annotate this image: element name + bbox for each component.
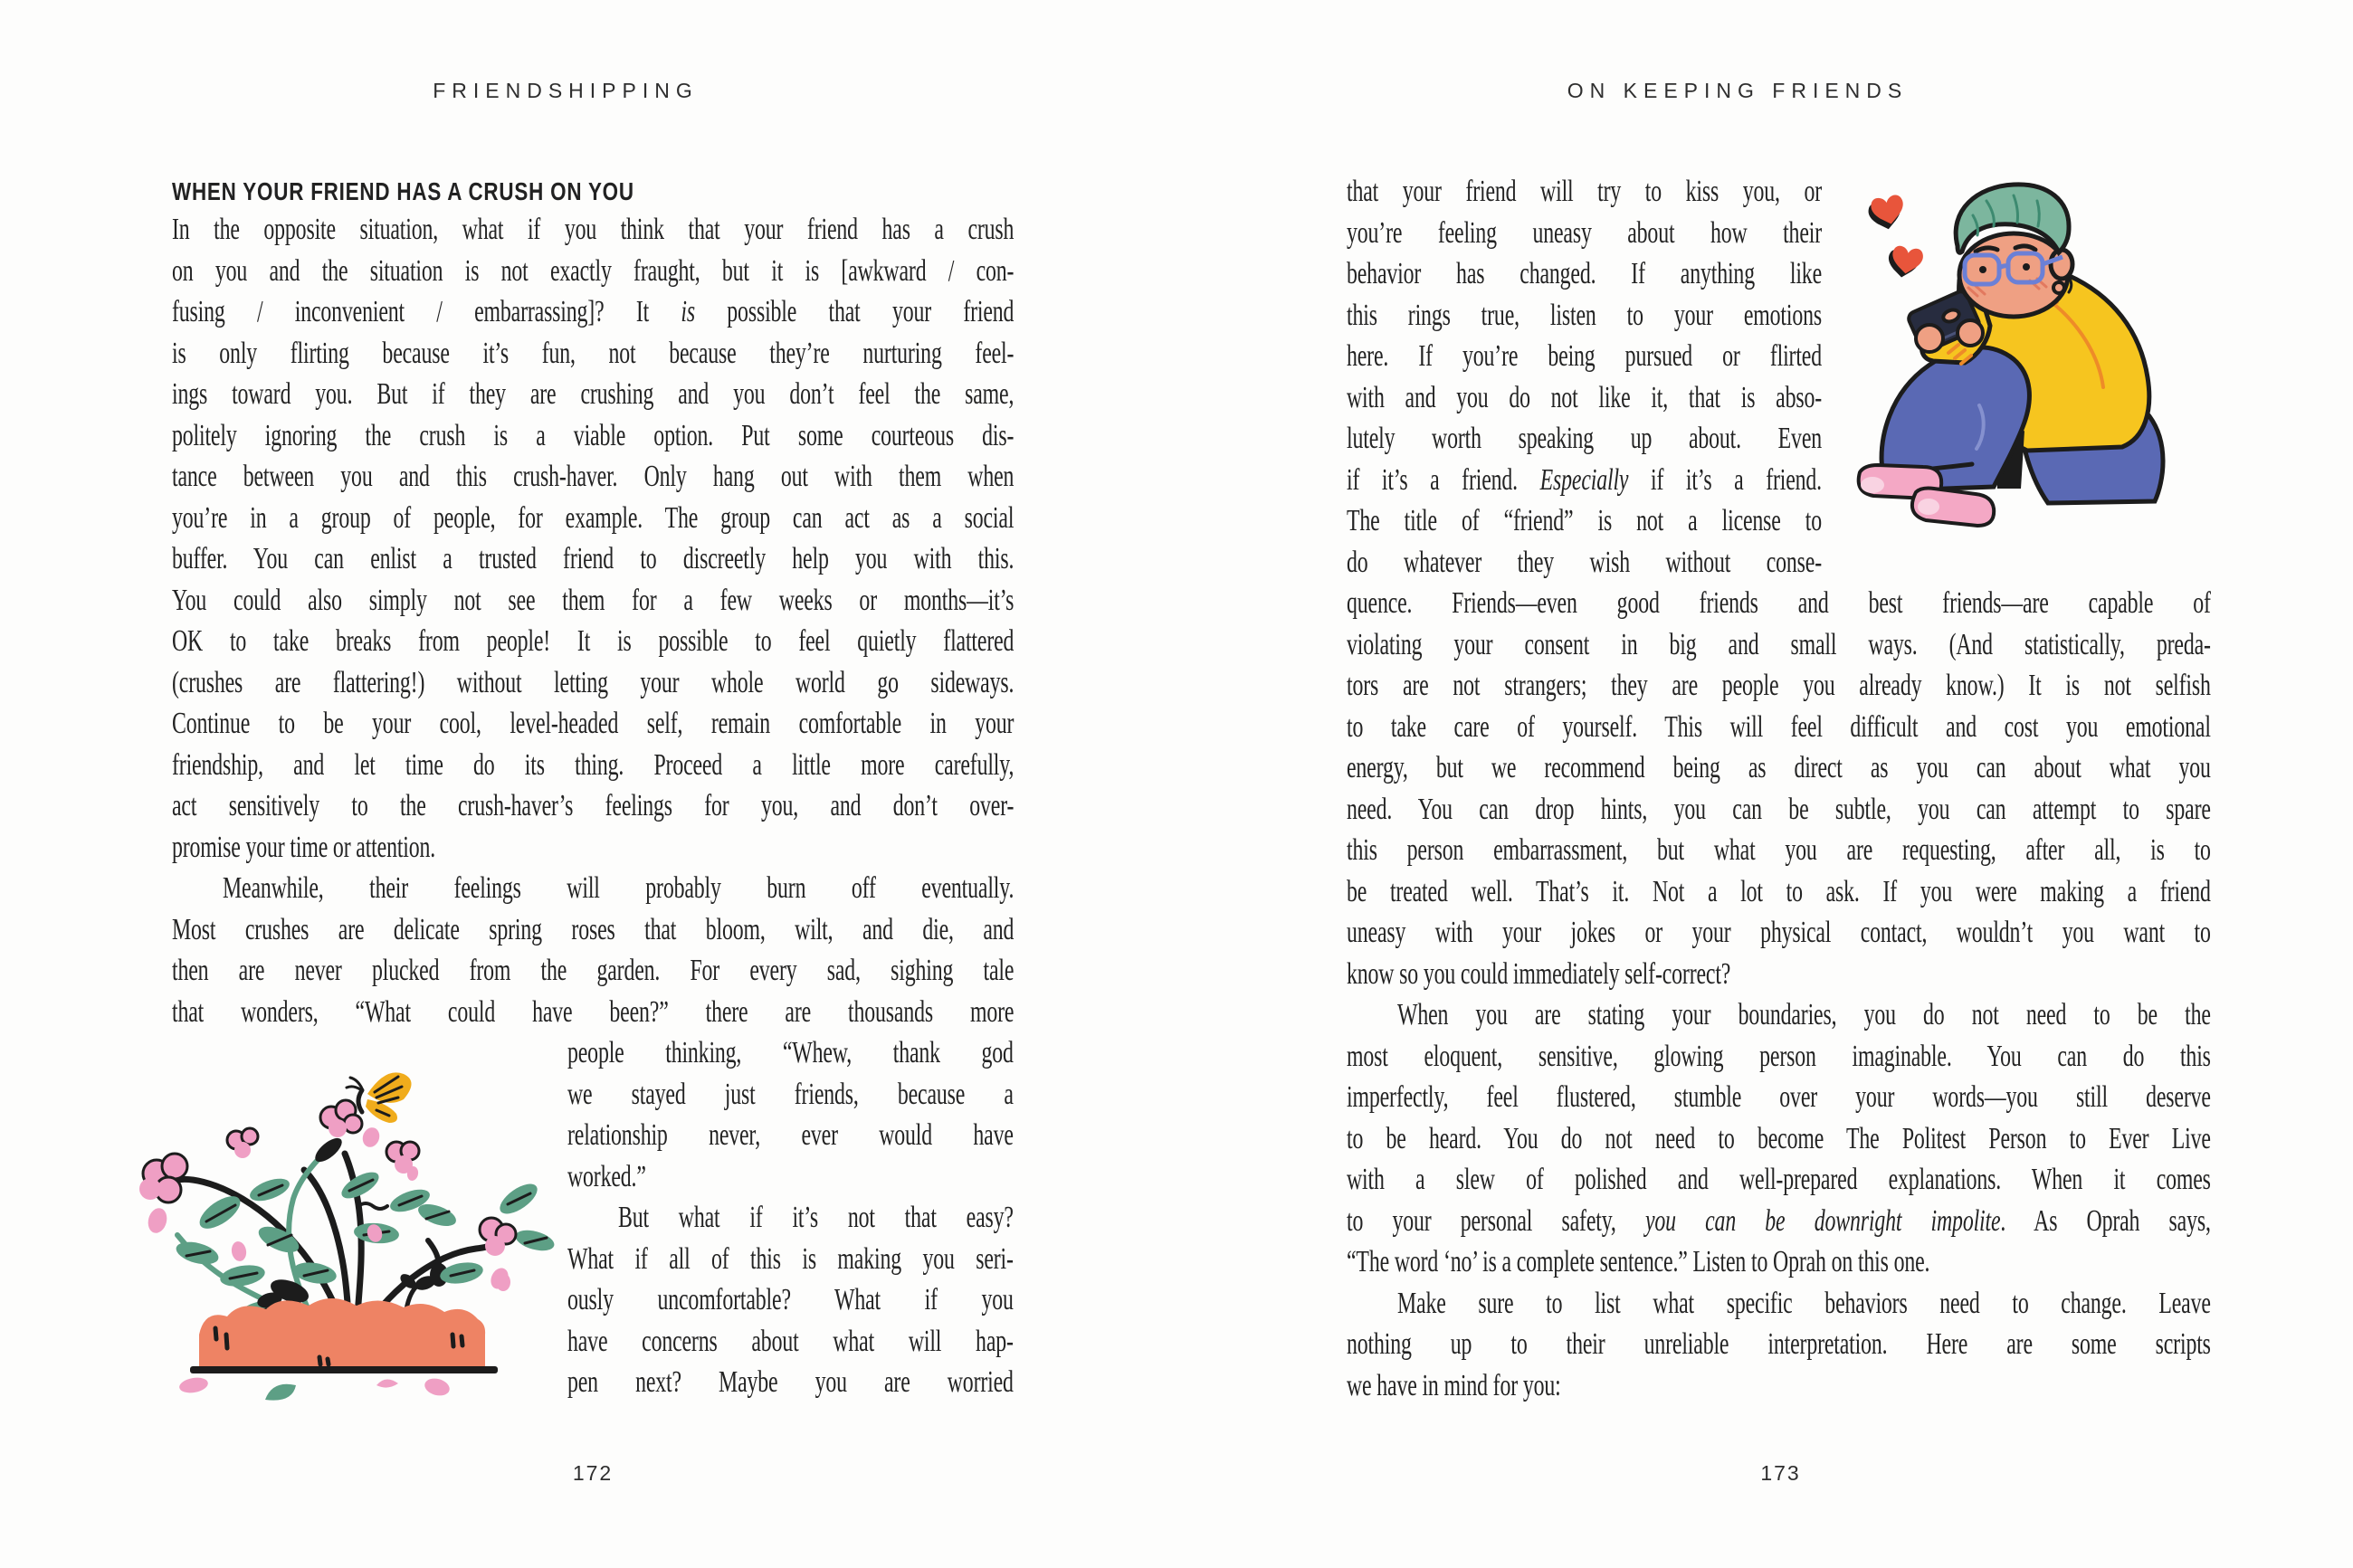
text-line: ously uncomfortable? What if you xyxy=(567,1283,1014,1316)
text-line: In the opposite situation, what if you think that your friend has a crush xyxy=(172,213,1015,246)
squiggle xyxy=(358,1203,387,1209)
left-body-text xyxy=(172,209,1014,1032)
text-line: tors are not strangers; they are people you already know.) It is not selfish xyxy=(1347,669,2211,702)
blossom-left-large xyxy=(139,1154,187,1202)
text-line: worked.” xyxy=(567,1159,646,1193)
text-line: you’re in a group of people, for example. The group can act as a social xyxy=(172,500,1015,535)
page-number-left: 172 xyxy=(572,1461,614,1485)
text-line: politely ignoring the crush is a viable option. Put some courteous dis- xyxy=(172,418,1015,452)
text-line: fusing / inconvenient / embarrassing]? It is possible that your friend xyxy=(172,295,1015,328)
text-line: Make sure to list what specific behaviors need to change. Leave xyxy=(1397,1286,2211,1320)
text-line: to take care of yourself. This will feel difficult and cost you emotional xyxy=(1347,709,2211,744)
text-line: have concerns about what will hap- xyxy=(567,1324,1014,1358)
heart-icon xyxy=(1866,193,1908,233)
text-line: to your personal safety, you can be downright impolite. As Oprah says, xyxy=(1347,1203,2211,1238)
text-line: buffer. You can enlist a trusted friend to discreetly help you with this. xyxy=(172,542,1015,575)
text-line: we have in mind for you: xyxy=(1347,1368,1561,1402)
text-line: we stayed just friends, because a xyxy=(567,1077,1014,1111)
text-line: if it’s a friend. Especially if it’s a friend. xyxy=(1347,462,1822,497)
eye xyxy=(1979,266,1986,273)
text-line: violating your consent in big and small ways. (And statistically, preda- xyxy=(1347,627,2211,661)
text-line: nothing up to their unreliable interpretation. Here are some scripts xyxy=(1347,1327,2211,1361)
eye xyxy=(2023,263,2030,271)
text-line: this person embarrassment, but what you are requesting, after all, is to xyxy=(1347,833,2211,867)
right-column-text xyxy=(1347,171,1822,583)
text-line: you’re feeling uneasy about how their xyxy=(1347,215,1822,250)
heart-icon xyxy=(1886,244,1924,280)
text-line: that your friend will try to kiss you, or xyxy=(1347,175,1822,208)
running-head-left: FRIENDSHIPPING xyxy=(433,79,699,102)
text-line: on you and the situation is not exactly fraught, but it is [awkward / con- xyxy=(172,253,1015,288)
text-line: (crushes are flattering!) without letting your whole world go sideways. xyxy=(172,665,1015,699)
text-line: behavior has changed. If anything like xyxy=(1347,257,1822,290)
text-line: to be heard. You do not need to become The Politest Person to Ever Live xyxy=(1347,1121,2211,1155)
flower-bush-illustration xyxy=(134,1063,582,1411)
blossom-left-small xyxy=(227,1128,258,1158)
text-line: pen next? Maybe you are worried xyxy=(567,1365,1014,1399)
section-title: WHEN YOUR FRIEND HAS A CRUSH ON YOU xyxy=(172,177,634,205)
text-line: that wonders, “What could have been?” there are thousands more xyxy=(172,994,1015,1029)
text-line: Continue to be your cool, level-headed self, remain comfortable in your xyxy=(172,707,1015,740)
person-texting-illustration xyxy=(1842,174,2204,554)
text-line: with and you do not like it, that is abso- xyxy=(1347,380,1822,414)
text-line: lutely worth speaking up about. Even xyxy=(1347,422,1822,455)
ground-petals xyxy=(178,1375,452,1400)
text-line: quence. Friends—even good friends and best friends—are capable of xyxy=(1347,586,2211,620)
text-line: then are never plucked from the garden. For every sad, sighing tale xyxy=(172,954,1015,987)
text-line: What if all of this is making you seri- xyxy=(567,1241,1014,1276)
text-line: here. If you’re being pursued or flirted xyxy=(1347,339,1822,373)
text-line: You could also simply not see them for a few weeks or months—it’s xyxy=(172,583,1015,617)
text-line: OK to take breaks from people! It is possible to feel quietly flattered xyxy=(172,624,1015,658)
text-line: But what if it’s not that easy? xyxy=(618,1201,1014,1234)
text-line: do whatever they wish without conse- xyxy=(1347,545,1822,579)
text-line: act sensitively to the crush-haver’s feelings for you, and don’t over- xyxy=(172,789,1015,822)
text-line: this rings true, listen to your emotions xyxy=(1347,298,1822,332)
text-line: need. You can drop hints, you can be subtle, you can attempt to spare xyxy=(1347,792,2211,826)
text-line: with a slew of polished and well-prepared explanations. When it comes xyxy=(1347,1163,2211,1196)
text-line: friendship, and let time do its thing. Proceed a little more carefully, xyxy=(172,747,1015,782)
text-line: ings toward you. But if they are crushing and you don’t feel the same, xyxy=(172,377,1015,411)
garden-bed xyxy=(190,1298,498,1373)
text-line: people thinking, “Whew, thank god xyxy=(567,1036,1014,1069)
blossom-top xyxy=(320,1100,362,1137)
text-line: “The word ‘no’ is a complete sentence.” Listen to Oprah on this one. xyxy=(1347,1245,1930,1278)
text-line: uneasy with your jokes or your physical contact, wouldn’t you want to xyxy=(1347,916,2211,949)
text-line: most eloquent, sensitive, glowing person imaginable. You can do this xyxy=(1347,1039,2211,1073)
text-line: tance between you and this crush-haver. Only hang out with them when xyxy=(172,460,1015,493)
text-line: know so you could immediately self-correct? xyxy=(1347,956,1731,991)
running-head-right: ON KEEPING FRIENDS xyxy=(1567,79,1909,102)
page-number-right: 173 xyxy=(1760,1461,1801,1485)
text-line: be treated well. That’s it. Not a lot to ask. If you were making a friend xyxy=(1347,874,2211,908)
left-wrapped-text xyxy=(567,1032,1014,1403)
text-line: When you are stating your boundaries, you do not need to be the xyxy=(1397,998,2211,1031)
text-line: is only flirting because it’s fun, not because they’re nurturing feel- xyxy=(172,336,1015,370)
text-line: Most crushes are delicate spring roses that bloom, wilt, and die, and xyxy=(172,912,1015,946)
text-line: promise your time or attention. xyxy=(172,830,436,864)
right-body-text xyxy=(1347,583,2211,1406)
text-line: energy, but we recommend being as direct as you can about what you xyxy=(1347,751,2211,784)
text-line: imperfectly, feel flustered, stumble over your words—you still deserve xyxy=(1347,1080,2211,1114)
text-line: relationship never, ever would have xyxy=(567,1118,1014,1152)
text-line: Meanwhile, their feelings will probably burn off eventually. xyxy=(223,871,1015,905)
text-line: The title of “friend” is not a license to xyxy=(1347,504,1822,537)
